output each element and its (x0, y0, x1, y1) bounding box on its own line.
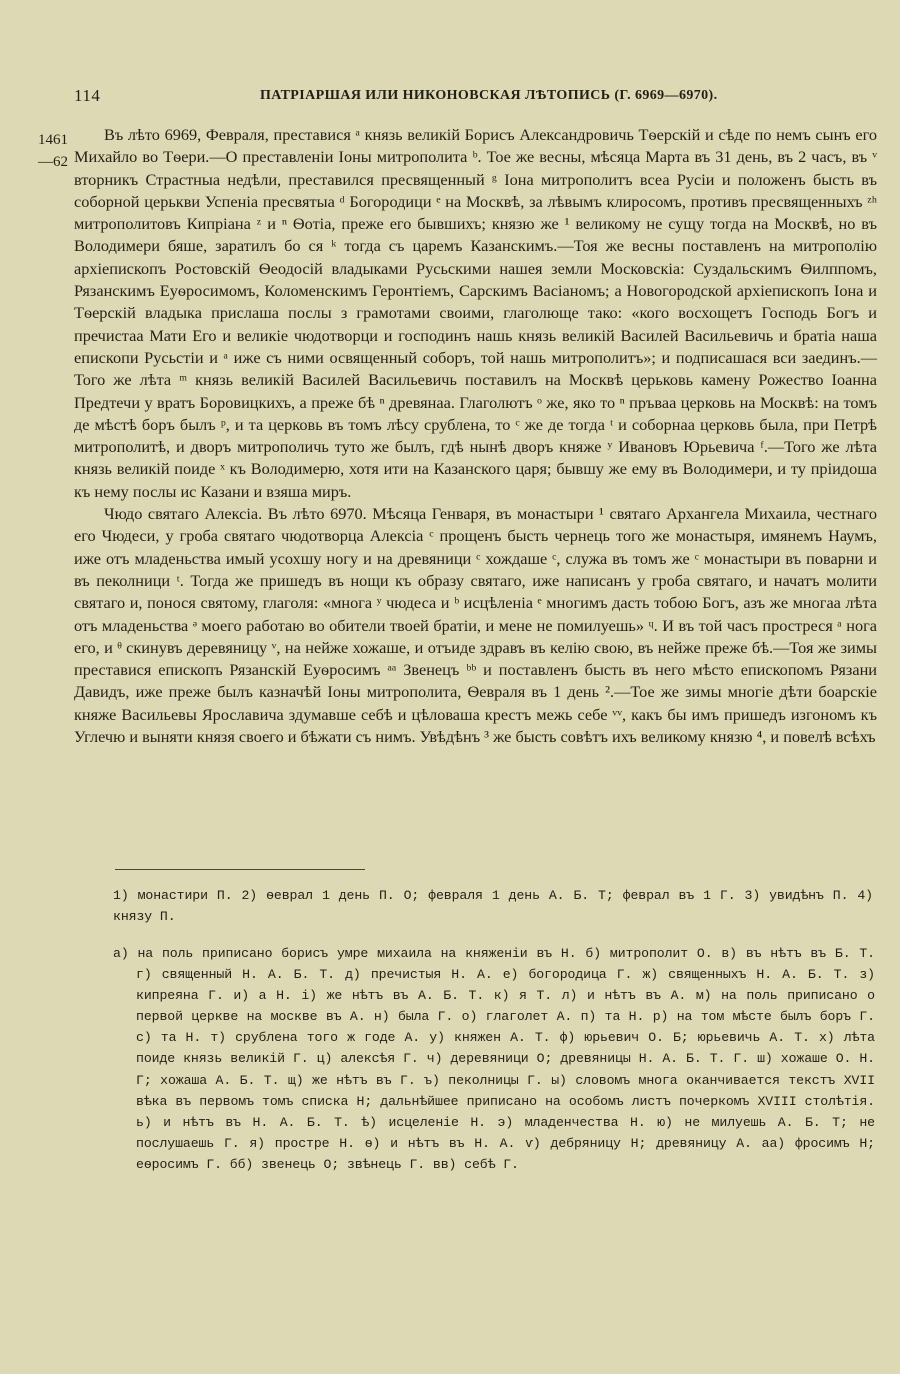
variant-readings (113, 885, 873, 927)
critical-apparatus (113, 943, 875, 1175)
margin-year-note (38, 129, 68, 173)
critical-apparatus-text: а) на поль приписано борисъ умре михаила на княженіи въ Н. б) митрополит О. в) въ нѣтъ въ Б. Т. г) священный Н. А. Б. Т. д) пречистыя Н. А. е) богородица Г. ж) священныхъ Н. А. Б. Т. з) кипреяна Г. и) а Н. і) же нѣтъ въ А. Б. Т. к) я Т. л) и нѣтъ въ А. м) на поль приписано о первой церкве на москве въ А. н) была Г. о) глаголет А. п) та Н. р) на том мѣсте былъ боръ Г. с) та Н. т) срублена того ж годе А. у) княжен А. Т. ф) юрьевич О. Б; юрьевичь А. Т. х) лѣта поиде князь великій Г. ц) алексѣя Г. ч) деревяници О; древяницы Н. А. Б. Т. Г. ш) хожаше О. Н. Г; хожаша А. Б. Т. щ) же нѣтъ въ Г. ъ) пеколницы Г. ы) словомъ многа оканчивается текстъ XVII вѣка въ первомъ томъ списка Н; дальнѣйшее приписано на особомъ листъ почеркомъ XVIII столѣтія. ь) и нѣтъ въ Н. А. Б. Т. ѣ) исцеленіе Н. э) младенчества Н. ю) не милуешь А. Б. Т; не послушаешь Г. я) простре Н. ѳ) и нѣтъ въ Н. А. ѵ) дебряницу Н; древяницу А. аа) фросимъ Н; еѳросимъ Г. бб) звенець О; звѣнець Г. вв) себѣ Г. (113, 946, 875, 1172)
chronicle-paragraph-2: Чюдо святаго Алексіа. Въ лѣто 6970. Мѣсяца Генваря, въ монастыри ¹ святаго Архангела Михаила, честнаго его Чюдеси, у гроба святаго чюдотворца Алексіа ᶜ прощенъ бысть чернець того же монастыря, имянемъ Наумъ, иже отъ младеньства имый усохшу ногу и на древяници ᶜ хождаше ᶜ, служа въ томъ же ᶜ монастыри въ поварни и въ пеколници ᵗ. Тогда же пришедъ въ нощи къ образу святаго, иже написанъ у гроба святаго, и начатъ молити святаго и, понося святому, глаголя: «многа ʸ чюдеса и ᵇ исцѣленіа ᵉ многимъ дасть тобою Богъ, азъ же многаа лѣта отъ младеньства ᵊ моего работаю во обители твоей братіи, и мене не помилуешь» ᶣ. И въ той часъ простреся ᵃ нога его, и ᶿ скинувъ деревяницу ᵛ, на нейже хожаше, и отъиде здравъ въ келію свою, въ нейже преже бѣ.—Тоя же зимы преставися епископъ Рязанскій Еуѳросимъ ᵃᵃ Звенецъ ᵇᵇ и поставленъ бысть въ него мѣсто епископомъ Рязани Давидъ, иже преже былъ казначѣй Іоны митрополита, Ѳевраля въ 1 день ².—Тое же зимы многіе дѣти боарскіе княже Васильевы Ярославича здумавше себѣ и цѣловаша крестъ межь себе ᵛᵛ, какъ бы имъ пришедъ изгономъ къ Углечю и выняти князя своего и бѣжати съ нимъ. Увѣдѣнъ ³ же бысть совѣтъ ихъ великому князю ⁴, и повелѣ всѣхъ (74, 504, 877, 747)
margin-year-top: 1461 (38, 132, 68, 148)
variant-readings-text: 1) монастири П. 2) ѳеврал 1 день П. О; февраля 1 день А. Б. Т; феврал въ 1 Г. 3) увидѣнъ П. 4) князу П. (113, 888, 873, 924)
margin-year-bottom: —62 (38, 154, 68, 170)
page-number: 114 (74, 86, 101, 105)
chronicle-text (74, 124, 877, 748)
footnote-divider (115, 869, 365, 870)
chronicle-paragraph-1: Въ лѣто 6969, Февраля, преставися ᵃ князь великій Борисъ Александровичь Тѳерскій и сѣде по немъ сынъ его Михайло во Тѳери.—О преставленіи Іоны митрополита ᵇ. Тое же весны, мѣсяца Марта въ 31 день, въ 2 часъ, въ ᵛ вторникъ Страстныа недѣли, преставился пресвященный ᵍ Іона митрополитъ всеа Русіи и положенъ бысть въ соборной церькви Успеніа пресвятыа ᵈ Богородици ᵉ на Москвѣ, за лѣвымъ клиросомъ, противъ пресвященныхъ ᶻʰ митрополитовъ Кипріана ᶻ и ⁿ Ѳотіа, преже его бывшихъ; князю же ¹ великому не сущу тогда на Москвѣ, но въ Володимери бяше, заратилъ бо ся ᵏ тогда съ царемъ Казанскимъ.—Тоя же весны поставленъ на митрополію архіепископъ Ростовскій Ѳеодосій владыками Русьскими нашея земли Московскіа: Суздальскимъ Ѳилппомъ, Рязанскимъ Еуѳросимомъ, Коломенскимъ Геронтіемъ, Сарскимъ Васіаномъ; а Новогородской архіепископъ Іона и Тѳерскій владыка прислаша послы з грамотами своими, глаголюще тако: «кого восхощетъ Господь Богъ и пречистаа Мати Его и великіе чюдотворци и господинъ нашь князь великій Василей Васильевичь и братіа наша епископи Русьстіи и ᵃ иже съ ними освященный соборъ, той нашь митрополитъ»; и подписашася вси заединъ.—Того же лѣта ᵐ князь великій Василей Васильевичь поставилъ на Москвѣ церьковь камену Рожество Іоанна Предтечи у вратъ Боровицкихъ, а преже бѣ ⁿ древянаа. Глаголютъ ᵒ же, яко то ⁿ пръваа церковь на Москвѣ: на томъ де мѣстѣ боръ былъ ᵖ, и та церковь въ томъ лѣсу срублена, то ᶜ же де тогда ᵗ и соборнаа церковь была, при Петрѣ митрополитѣ, и дворъ митрополичь туто же былъ, гдѣ нынѣ дворъ княже ʸ Ивановъ Юрьевича ᶠ.—Того же лѣта князь великій поиде ˣ къ Володимерю, хотя ити на Казанского царя; бывшу же ему въ Володимери, и ту пріидоша къ нему послы ис Казани и взяша миръ. (74, 125, 877, 501)
running-title: ПАТРІАРШАЯ ИЛИ НИКОНОВСКАЯ ЛѢТОПИСЬ (Г. 6969—6970). (260, 88, 718, 103)
page-header (0, 86, 900, 110)
